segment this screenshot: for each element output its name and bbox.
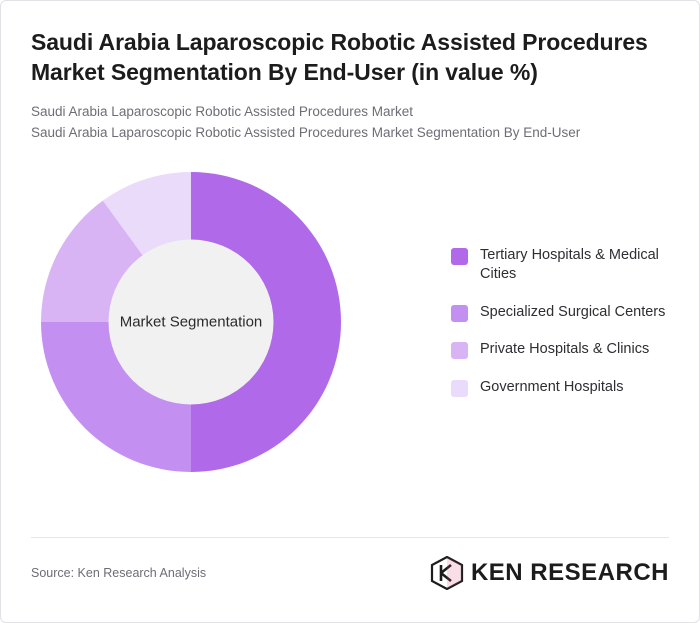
page-title: Saudi Arabia Laparoscopic Robotic Assisted Procedures Market Segmentation By End-User (in value %) (31, 29, 648, 86)
legend-label: Government Hospitals (480, 378, 624, 395)
donut-center-label: Market Segmentation (119, 313, 263, 331)
legend-label: Private Hospitals & Clinics (480, 341, 650, 358)
subtitle-block (31, 102, 669, 144)
donut-chart (41, 172, 341, 472)
legend-swatch-icon (451, 342, 468, 359)
donut-hole (109, 239, 274, 404)
legend-item[interactable] (451, 303, 669, 323)
chart-footer (31, 556, 669, 590)
source-note: Source: Ken Research Analysis (31, 566, 207, 580)
legend-swatch-icon (451, 248, 468, 265)
legend-swatch-icon (451, 305, 468, 322)
chart-legend (451, 246, 669, 398)
legend-label: Tertiary Hospitals & Medical Cities (480, 246, 659, 283)
brand-logo (430, 556, 669, 590)
ken-research-logo-icon (430, 556, 464, 590)
legend-item[interactable] (451, 246, 669, 285)
subtitle-line-2: Saudi Arabia Laparoscopic Robotic Assisted Procedures Market Segmentation By End-User (31, 124, 581, 140)
footer-divider (31, 537, 669, 538)
legend-swatch-icon (451, 380, 468, 397)
legend-item[interactable] (451, 340, 669, 360)
brand-name: KEN RESEARCH (470, 559, 669, 586)
legend-item[interactable] (451, 378, 669, 398)
chart-area (31, 162, 669, 482)
legend-label: Specialized Surgical Centers (480, 303, 666, 320)
subtitle-line-1: Saudi Arabia Laparoscopic Robotic Assisted Procedures Market (31, 103, 413, 119)
